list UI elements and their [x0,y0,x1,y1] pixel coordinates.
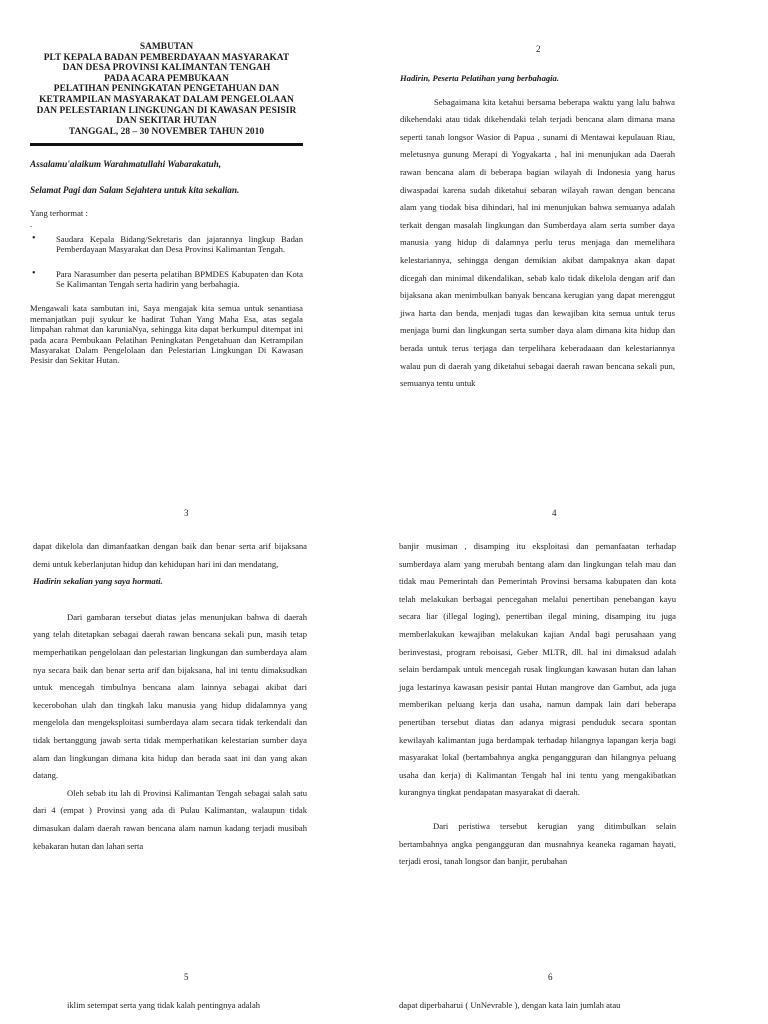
heading-line: PLT KEPALA BADAN PEMBERDAYAAN MASYARAKAT [43,52,290,63]
page-2 [400,70,675,393]
bullet-text: Para Narasumber dan peserta pelatihan BPMDES Kabupaten dan Kota Se Kalimantan Tengah serta hadirin yang berbahagia. [56,268,303,289]
greeting-pagi: Selamat Pagi dan Salam Sejahtera untuk kita sekalian. [30,185,240,196]
page-number: 4 [552,508,557,518]
body-paragraph: Dari gambaran tersebut diatas jelas menunjukan bahwa di daerah yang telah ditetapkan sebagai daerah rawan bencana sekali pun, masih tetap memperhatikan pengelolaan dan pelestarian lingkungan dan sumberdaya alam nya secara baik dan benar serta arif dan bijaksana, hal ini tentu dimaksudkan untuk mencegah timbulnya bencana alam lainnya sebagai akibat dari kecerobohan ulah dan tingkah laku manusia yang hidup didalamnya yang mengelola dan mengeksploitasi sumberdaya alam secara tidak terkendali dan tidak bertanggung jawab serta tidak memperhatikan kelestarian sumber daya alam dan lingkungan dimana kita hidup dan berada saat ini dan yang akan datang. [33,611,307,781]
page-5 [33,997,307,1015]
stray-mark: . [30,218,33,229]
heading-line: DAN SEKITAR HUTAN [116,116,217,127]
body-paragraph: Dari peristiwa tersebut kerugian yang ditimbulkan selain bertambahnya angka pengangguran dan musnahnya keaneka ragaman hayati, terjadi erosi, tanah longsor dan banjir, perubahan [399,820,676,867]
continued-text: iklim setempat serta yang tidak kalah pentingnya adalah [67,1000,261,1010]
continued-text: dapat dikelola dan dimanfaatkan dengan baik dan benar serta arif bijaksana demi untuk keberlanjutan hidup dan kehidupan hari ini dan mendatang, [33,541,307,569]
respected-label: Yang terhormat : [30,208,88,219]
body-paragraph: Sebagaimana kita ketahui bersama beberapa waktu yang lalu bahwa dikehendaki atau tidak dikehendaki telah terjadi bencana alam dimana mana seperti tanah longsor Wasior di Papua , sunami di Mentawai kepulauan Riau, meletusnya gunung Merapi di Yogyakarta , hal ini menunjukan ada Daerah rawan bencana alam di beberapa bagian wilayah di Indonesia yang harus diwaspadai karena sudah diketahui sebaran wilayah rawan dengan bencana alam yang tiodak bisa dihindari, hal ini menunjukan bahwa semuanya adalah terkait dengan masalah lingkungan dan Sumberdaya alam serta sumber daya manusia yang hidup di dalamnya perlu terus menjaga dan memelihara kelestariannya, sehingga dengan demikian akibat dampaknya akan dapat dicegah dan minimal dikendalikan, sebab kalo tidak dikelola dengan arif dan bijaksana akan menimbulkan banyak bencana kerugian yang dapat merenggut jiwa harta dan benda, menjadi tugas dan kewajiban kita semua untuk terus menjaga bumi dan lingkungan serta sumber daya alam dimana kita hidup dan berada untuk terus terjaga dan terpelihara keberadaaan dan kelestariannya walau pun di daerah yang diketahui sebagai daerah rawan bencana sekali pun, semuanya tentu untuk [400,96,675,389]
page-number: 3 [184,508,189,518]
page-6 [399,997,676,1015]
speech-heading [30,42,303,137]
audience-heading: Hadirin, Peserta Pelatihan yang berbahagia. [400,73,559,83]
heading-line: TANGGAL, 28 – 30 NOVEMBER TAHUN 2010 [68,126,265,137]
bullet-icon: • [32,267,36,279]
audience-heading: Hadirin sekalian yang saya hormati. [33,576,163,587]
bullet-item [30,234,303,255]
continued-text: dapat diperbaharui ( UnNevrable ), dengan kata lain jumlah atau [399,1000,621,1010]
body-paragraph: banjir musiman , disamping itu eksploitasi dan pemanfaatan terhadap sumberdaya alam yang merubah bentang alam dan lingkungan telah mau dan tidak mau Pemerintah dan Pemerintah Provinsi bersama kabupaten dan kota telah melakukan berbagai pencegahan melalui penertiban penebangan kayu secara liar (illegal loging), penertiban ilegal mining, disamping itu juga memberlakukan kewajiban melakukan kajian Andal bagi perusahaan yang berinvestasi, program reboisasi, Geber MLTR, dll. hal ini dimaksud adalah selain berdampak untuk mencegah rusak lingkungan kawasan hutan dan lahan juga lestarinya kawasan pesisir pantai Hutan mangrove dan Gambut, ada juga memberikan peluang kerja dan usaha, namun dampak lain dari beberapa penertiban tersebut diatas dan adanya migrasi penduduk secara spontan kewilayah kalimantan juga berdampak terhadap hilangnya lapangan kerja bagi masyarakat lokal (bertambahnya angka pengangguran dan hilangnya peluang usaha dan kerja) di Kalimantan Tengah hal ini tentu yang mengakibatkan kurangnya tingkat pendapatan masyarakat di daerah. [399,541,676,798]
page-number: 5 [184,972,189,982]
page-3 [33,538,307,855]
body-paragraph: Oleh sebab itu lah di Provinsi Kalimantan Tengah sebagai salah satu dari 4 (empat ) Provinsi yang ada di Pulau Kalimantan, walaupun tidak dimasukan dalam daerah rawan bencana alam namun kadang terjadi musibah kebakaran hutan dan lahan serta [33,787,307,851]
greeting-salam: Assalamu'alaikum Warahmatullahi Wabarakatuh, [30,159,222,170]
page-number: 2 [536,44,541,54]
heading-line: PELATIHAN PENINGKATAN PENGETAHUAN DAN [53,84,280,95]
page-1 [30,42,303,366]
heading-line: DAN DESA PROVINSI KALIMANTAN TENGAH [62,63,271,74]
bullet-item [30,269,303,290]
heading-line: DAN PELESTARIAN LINGKUNGAN DI KAWASAN PESISIR [36,105,297,116]
heading-rule [30,143,303,146]
bullet-icon: • [32,232,36,244]
heading-line: SAMBUTAN [139,42,194,52]
bullet-text: Saudara Kepala Bidang/Sekretaris dan jajarannya lingkup Badan Pemberdayaan Masyarakat dan Desa Provinsi Kalimantan Tengah. [56,233,303,255]
page-4 [399,538,676,871]
page-number: 6 [548,972,553,982]
opening-paragraph: Mengawali kata sambutan ini, Saya mengajak kita semua untuk senantiasa memanjatkan puji syukur ke hadirat Tuhan Yang Maha Esa, atas segala limpahan rahmat dan karuniaNya, sehingga kita dapat berkumpul ditempat ini pada acara Pembukaan Pelatihan Peningkatan Pengetahuan dan Ketrampilan Masyarakat Dalam Pengelolaan dan Pelestarian Lingkungan Di Kawasan Pesisir dan Sekitar Hutan. [30,303,303,366]
heading-line: PADA ACARA PEMBUKAAN [104,73,229,84]
heading-line: KETRAMPILAN MASYARAKAT DALAM PENGELOLAAN [39,94,294,105]
